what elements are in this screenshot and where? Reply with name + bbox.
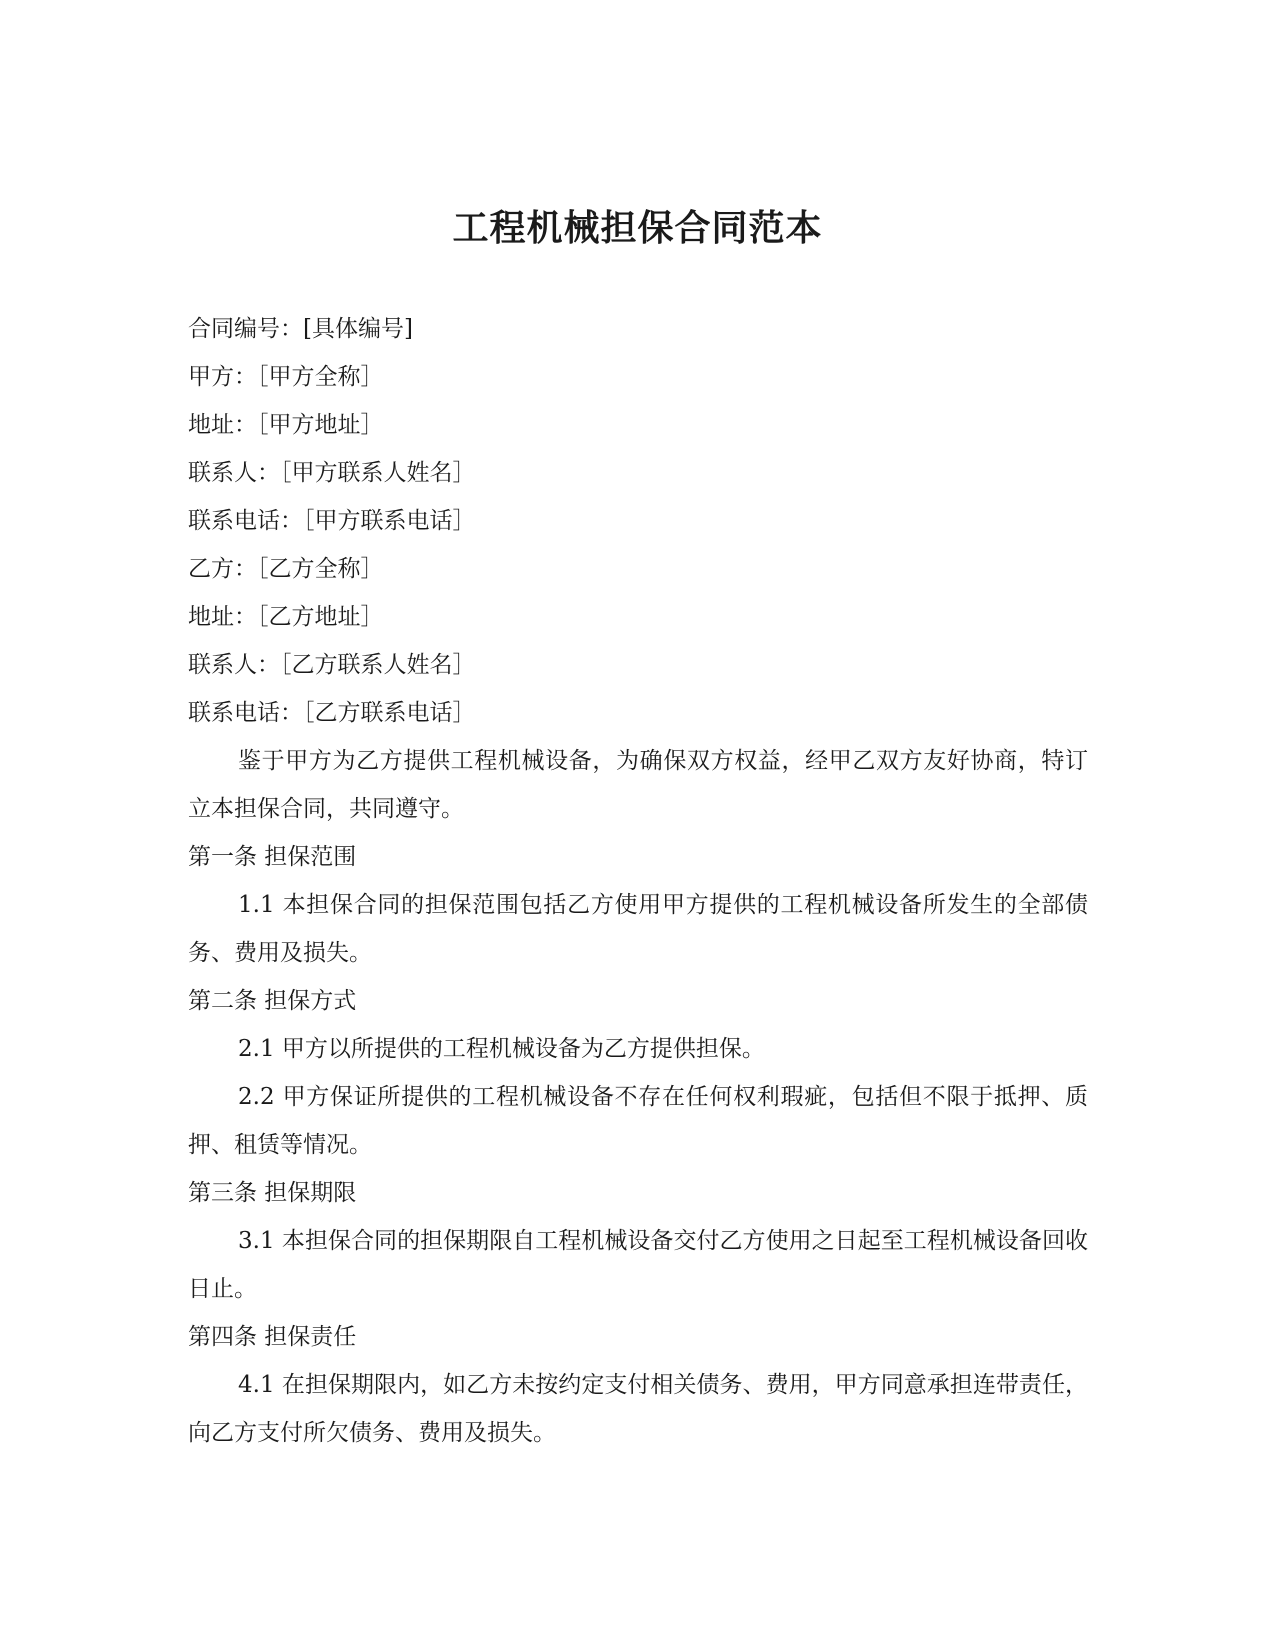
contract-number: 合同编号：[具体编号] (188, 316, 413, 342)
party-a-address: 地址：［甲方地址］ (188, 412, 384, 438)
clause-paragraph: 3.1 本担保合同的担保期限自工程机械设备交付乙方使用之日起至工程机械设备回收日止。 (188, 1228, 1088, 1302)
preamble-paragraph: 鉴于甲方为乙方提供工程机械设备，为确保双方权益，经甲乙双方友好协商，特订立本担保合同，共同遵守。 (188, 748, 1088, 822)
article-heading: 第二条 担保方式 (188, 988, 357, 1014)
article-heading: 第四条 担保责任 (188, 1324, 357, 1350)
article-heading: 第三条 担保期限 (188, 1180, 357, 1206)
party-a-phone: 联系电话：［甲方联系电话］ (188, 508, 476, 534)
clause-paragraph: 2.1 甲方以所提供的工程机械设备为乙方提供担保。 (238, 1036, 765, 1062)
clause-paragraph: 4.1 在担保期限内，如乙方未按约定支付相关债务、费用，甲方同意承担连带责任，向乙方支付所欠债务、费用及损失。 (188, 1372, 1088, 1446)
party-a-contact: 联系人：［甲方联系人姓名］ (188, 460, 476, 486)
document-title: 工程机械担保合同范本 (452, 207, 823, 249)
party-b-contact: 联系人：［乙方联系人姓名］ (188, 652, 476, 678)
party-b-phone: 联系电话：［乙方联系电话］ (188, 700, 476, 726)
clause-paragraph: 2.2 甲方保证所提供的工程机械设备不存在任何权利瑕疵，包括但不限于抵押、质押、租赁等情况。 (188, 1084, 1088, 1158)
party-b-address: 地址：［乙方地址］ (188, 604, 384, 630)
clause-paragraph: 1.1 本担保合同的担保范围包括乙方使用甲方提供的工程机械设备所发生的全部债务、费用及损失。 (188, 892, 1088, 966)
article-heading: 第一条 担保范围 (188, 844, 357, 870)
party-b-name: 乙方：［乙方全称］ (188, 556, 384, 582)
document-body (188, 305, 1088, 1457)
party-a-name: 甲方：［甲方全称］ (188, 364, 384, 390)
